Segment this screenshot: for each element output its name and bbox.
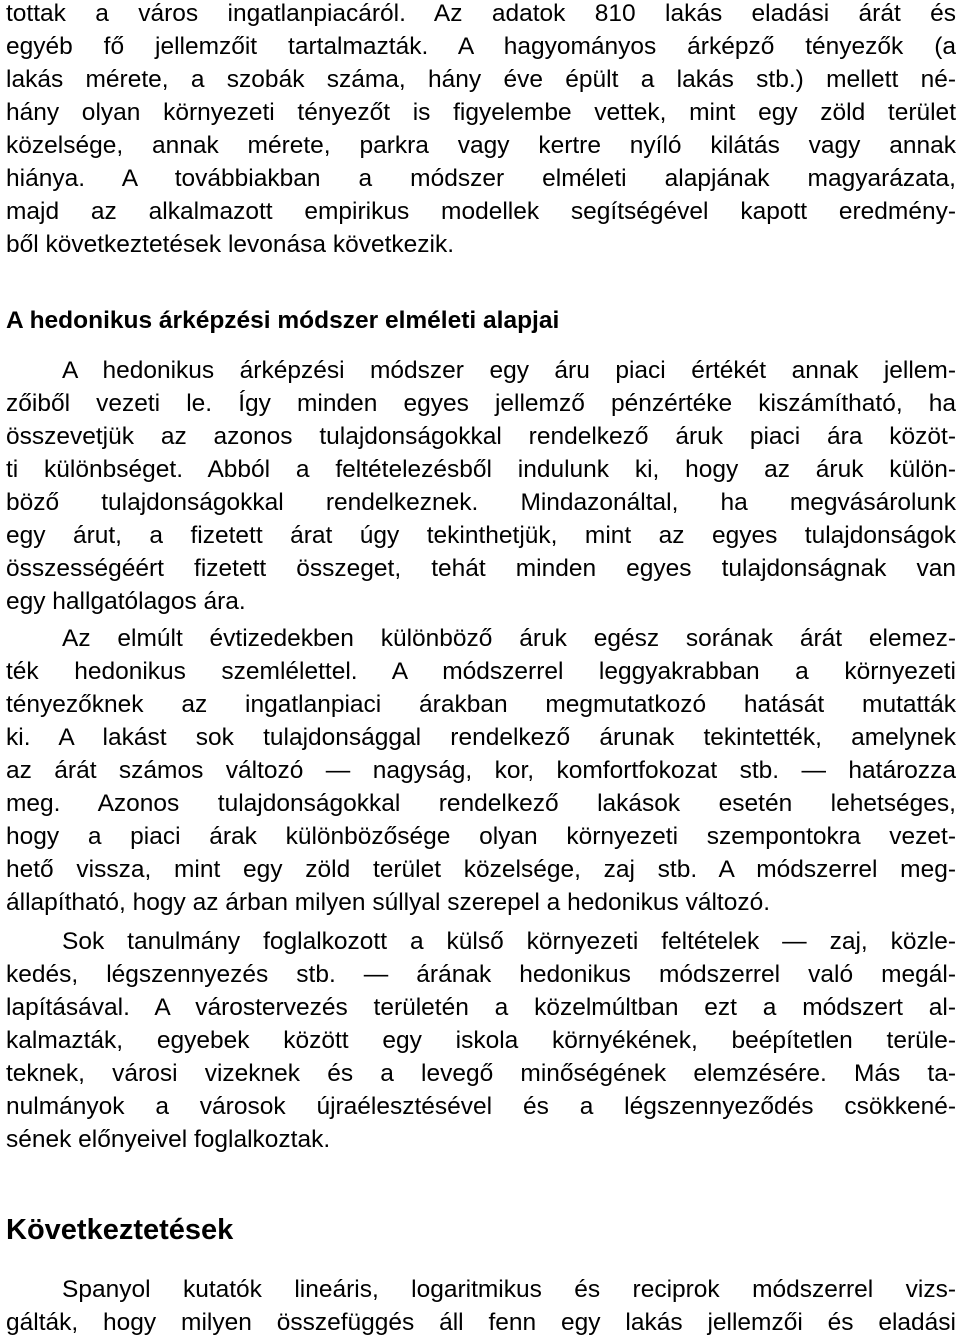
text-line: ki. A lakást sok tulajdonsággal rendelkező árunak tekintették, amelynek bbox=[6, 724, 956, 751]
text-line: meg. Azonos tulajdonságokkal rendelkező lakások esetén lehetséges, bbox=[6, 790, 956, 817]
text-line: sének előnyeivel foglalkoztak. bbox=[6, 1126, 331, 1153]
text-line: kalmazták, egyebek között egy iskola környékének, beépítetlen terüle- bbox=[6, 1027, 956, 1054]
text-line: egyéb fő jellemzőit tartalmazták. A hagyományos árképző tényezők (a bbox=[6, 33, 956, 60]
text-line: Spanyol kutatók lineáris, logaritmikus és reciprok módszerrel vizs- bbox=[62, 1276, 956, 1303]
text-line: tottak a város ingatlanpiacáról. Az adatok 810 lakás eladási árát és bbox=[6, 0, 956, 27]
text-line: kedés, légszennyezés stb. — árának hedonikus módszerrel való megál- bbox=[6, 961, 956, 988]
text-line: gálták, hogy milyen összefüggés áll fenn egy lakás jellemzői és eladási bbox=[6, 1309, 956, 1336]
text-line: nulmányok a városok újraélesztésével és a légszennyeződés csökkené- bbox=[6, 1093, 956, 1120]
text-line: egy hallgatólagos ára. bbox=[6, 588, 246, 615]
text-line: Az elmúlt évtizedekben különböző áruk egész sorának árát elemez- bbox=[62, 625, 956, 652]
text-line: ti különbséget. Abból a feltételezésből indulunk ki, hogy az áruk külön- bbox=[6, 456, 956, 483]
text-line: A hedonikus árképzési módszer egy áru piaci értékét annak jellem- bbox=[62, 357, 956, 384]
text-line: zőiből vezeti le. Így minden egyes jellemző pénzértéke kiszámítható, ha bbox=[6, 390, 956, 417]
text-line: teknek, városi vizeknek és a levegő minőségének elemzésére. Más ta- bbox=[6, 1060, 956, 1087]
text-line: az árát számos változó — nagyság, kor, komfortfokozat stb. — határozza bbox=[6, 757, 956, 784]
text-line: összességéért fizetett összeget, tehát minden egyes tulajdonságnak van bbox=[6, 555, 956, 582]
text-line: összevetjük az azonos tulajdonságokkal rendelkező áruk piaci ára közöt- bbox=[6, 423, 956, 450]
text-line: közelsége, annak mérete, parkra vagy kertre nyíló kilátás vagy annak bbox=[6, 132, 956, 159]
text-line: állapítható, hogy az árban milyen súllyal szerepel a hedonikus változó. bbox=[6, 889, 771, 916]
text-line: majd az alkalmazott empirikus modellek segítségével kapott eredmény- bbox=[6, 198, 956, 225]
text-line: tényezőknek az ingatlanpiaci árakban megmutatkozó hatását mutatták bbox=[6, 691, 956, 718]
text-line: lapításával. A várostervezés területén a közelmúltban ezt a módszert al- bbox=[6, 994, 956, 1021]
text-line: ték hedonikus szemlélettel. A módszerrel leggyakrabban a környezeti bbox=[6, 658, 956, 685]
section-heading: A hedonikus árképzési módszer elméleti alapjai bbox=[6, 307, 560, 334]
text-line: hiánya. A továbbiakban a módszer elméleti alapjának magyarázata, bbox=[6, 165, 956, 192]
text-line: Sok tanulmány foglalkozott a külső környezeti feltételek — zaj, közle- bbox=[62, 928, 956, 955]
text-line: böző tulajdonságokkal rendelkeznek. Mindazonáltal, ha megvásárolunk bbox=[6, 489, 956, 516]
text-line: hány olyan környezeti tényezőt is figyelembe vettek, mint egy zöld terület bbox=[6, 99, 956, 126]
text-line: hető vissza, mint egy zöld terület közelsége, zaj stb. A módszerrel meg- bbox=[6, 856, 956, 883]
text-line: hogy a piaci árak különbözősége olyan környezeti szempontokra vezet- bbox=[6, 823, 956, 850]
text-line: lakás mérete, a szobák száma, hány éve épült a lakás stb.) mellett né- bbox=[6, 66, 956, 93]
conclusions-heading: Következtetések bbox=[6, 1214, 234, 1246]
text-line: egy árut, a fizetett árat úgy tekinthetjük, mint az egyes tulajdonságok bbox=[6, 522, 956, 549]
text-line: ből következtetések levonása következik. bbox=[6, 231, 455, 258]
